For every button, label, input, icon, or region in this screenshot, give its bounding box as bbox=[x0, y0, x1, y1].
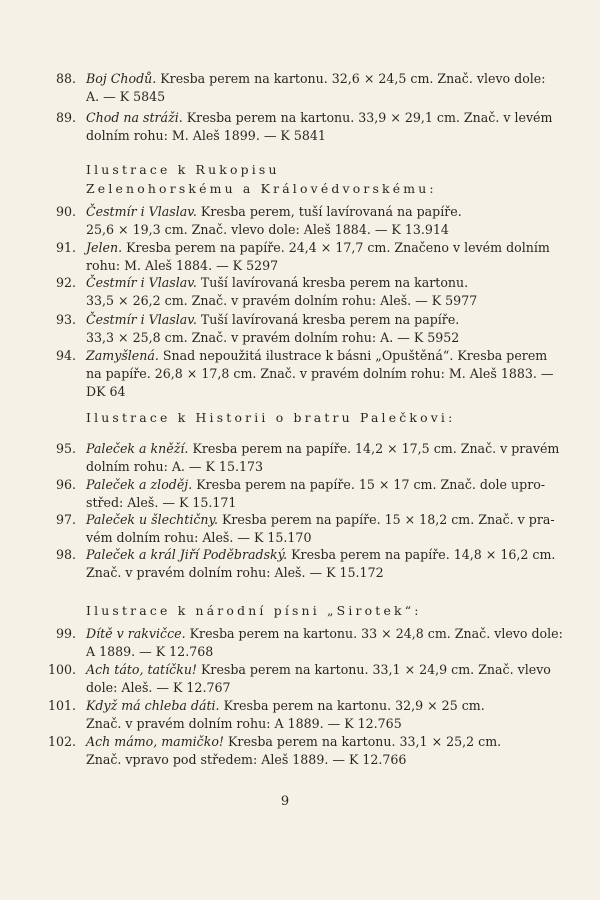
entry-line bbox=[86, 221, 449, 239]
entry-title: Paleček a zloděj. bbox=[86, 477, 193, 492]
entry-line bbox=[86, 70, 546, 88]
entry-number: 92. bbox=[55, 275, 76, 290]
entry-title: Dítě v rakvičce. bbox=[86, 626, 186, 641]
entry-line bbox=[86, 679, 231, 697]
entry-line bbox=[86, 458, 263, 476]
section-heading-rukopis: Ilustrace k Rukopisu bbox=[86, 162, 280, 177]
entry-line bbox=[86, 347, 547, 365]
entry-line bbox=[86, 365, 553, 383]
entry-text: vém dolním rohu: Aleš. — K 15.170 bbox=[86, 530, 312, 545]
entry-line bbox=[86, 476, 545, 494]
entry-number: 93. bbox=[55, 312, 76, 327]
section-heading-palecek: Ilustrace k Historii o bratru Palečkovi: bbox=[86, 410, 456, 425]
entry-text: Kresba perem na papíře. 14,8 × 16,2 cm. bbox=[291, 547, 556, 562]
entry-line bbox=[86, 715, 402, 733]
entry-text: rohu: M. Aleš 1884. — K 5297 bbox=[86, 258, 279, 273]
entry-line bbox=[86, 697, 485, 715]
entry-text: Kresba perem na papíře. 24,4 × 17,7 cm. Značeno v levém dolním bbox=[126, 240, 550, 255]
entry-title: Ach mámo, mamičko! bbox=[86, 734, 224, 749]
entry-line bbox=[86, 127, 326, 145]
entry-text: Kresba perem, tuší lavírovaná na papíře. bbox=[200, 204, 462, 219]
entry-line bbox=[86, 564, 384, 582]
entry-text: Kresba perem na papíře. 14,2 × 17,5 cm. Znač. v pravém bbox=[192, 441, 560, 456]
entry-number: 100. bbox=[47, 662, 76, 677]
entry-number: 90. bbox=[55, 204, 76, 219]
entry-line bbox=[86, 751, 406, 769]
entry-number: 97. bbox=[55, 512, 76, 527]
entry-number: 94. bbox=[55, 348, 76, 363]
entry-text: A. — K 5845 bbox=[86, 89, 166, 104]
entry-line bbox=[86, 274, 468, 292]
entry-text: 33,3 × 25,8 cm. Znač. v pravém dolním rohu: A. — K 5952 bbox=[86, 330, 460, 345]
entry-number: 96. bbox=[55, 477, 76, 492]
entry-text: Kresba perem na kartonu. 33 × 24,8 cm. Znač. vlevo dole: bbox=[189, 626, 563, 641]
entry-text: Kresba perem na kartonu. 33,9 × 29,1 cm. Znač. v levém bbox=[186, 110, 553, 125]
entry-text: na papíře. 26,8 × 17,8 cm. Znač. v pravém dolním rohu: M. Aleš 1883. — bbox=[86, 366, 554, 381]
entry-text: Kresba perem na kartonu. 33,1 × 25,2 cm. bbox=[228, 734, 502, 749]
entry-title: Paleček a král Jiří Poděbradský. bbox=[86, 547, 288, 562]
entry-line bbox=[86, 203, 462, 221]
entry-text: Kresba perem na kartonu. 33,1 × 24,9 cm. Znač. vlevo bbox=[201, 662, 551, 677]
entry-title: Paleček a kněží. bbox=[86, 441, 189, 456]
entry-text: Tuší lavírovaná kresba perem na kartonu. bbox=[200, 275, 469, 290]
entry-title: Boj Chodů. bbox=[86, 71, 157, 86]
entry-title: Čestmír i Vlaslav. bbox=[86, 312, 197, 327]
entry-line bbox=[86, 239, 550, 257]
entry-number: 98. bbox=[55, 547, 76, 562]
entry-line bbox=[86, 625, 563, 643]
entry-line bbox=[86, 661, 551, 679]
entry-title: Zamyšlená. bbox=[86, 348, 159, 363]
entry-text: dole: Aleš. — K 12.767 bbox=[86, 680, 231, 695]
section-heading-rukopis-cont: Zelenohorskému a Královédvorskému: bbox=[86, 181, 437, 196]
entry-title: Chod na stráži. bbox=[86, 110, 183, 125]
entry-number: 99. bbox=[55, 626, 76, 641]
entry-text: Kresba perem na papíře. 15 × 17 cm. Znač. dole upro- bbox=[196, 477, 546, 492]
entry-title: Paleček u šlechtičny. bbox=[86, 512, 218, 527]
entry-title: Čestmír i Vlaslav. bbox=[86, 275, 197, 290]
entry-line bbox=[86, 546, 555, 564]
entry-number: 102. bbox=[47, 734, 76, 749]
entry-number: 101. bbox=[47, 698, 76, 713]
entry-text: Tuší lavírovaná kresba perem na papíře. bbox=[200, 312, 460, 327]
entry-title: Čestmír i Vlaslav. bbox=[86, 204, 197, 219]
entry-title: Ach táto, tatíčku! bbox=[86, 662, 197, 677]
entry-title: Jelen. bbox=[86, 240, 123, 255]
entry-line bbox=[86, 643, 213, 661]
entry-text: Znač. vpravo pod středem: Aleš 1889. — K 12.766 bbox=[86, 752, 407, 767]
entry-text: A 1889. — K 12.768 bbox=[86, 644, 214, 659]
entry-text: Snad nepoužitá ilustrace k básni „Opuštěná“. Kresba perem bbox=[162, 348, 548, 363]
entry-line bbox=[86, 109, 552, 127]
entry-text: Znač. v pravém dolním rohu: Aleš. — K 15.172 bbox=[86, 565, 384, 580]
entry-text: Kresba perem na kartonu. 32,6 × 24,5 cm. Znač. vlevo dole: bbox=[160, 71, 546, 86]
entry-number: 89. bbox=[55, 110, 76, 125]
entry-line bbox=[86, 494, 236, 512]
entry-text: DK 64 bbox=[86, 384, 126, 399]
entry-text: dolním rohu: A. — K 15.173 bbox=[86, 459, 264, 474]
entry-text: střed: Aleš. — K 15.171 bbox=[86, 495, 237, 510]
entry-text: Kresba perem na papíře. 15 × 18,2 cm. Znač. v pra- bbox=[221, 512, 555, 527]
entry-number: 91. bbox=[55, 240, 76, 255]
entry-line bbox=[86, 511, 555, 529]
entry-line bbox=[86, 88, 165, 106]
entry-line bbox=[86, 529, 311, 547]
entry-text: dolním rohu: M. Aleš 1899. — K 5841 bbox=[86, 128, 326, 143]
entry-number: 95. bbox=[55, 441, 76, 456]
entry-line bbox=[86, 292, 477, 310]
entry-line bbox=[86, 733, 501, 751]
entry-title: Když má chleba dáti. bbox=[86, 698, 220, 713]
entry-line bbox=[86, 440, 559, 458]
entry-line bbox=[86, 383, 126, 401]
entry-line bbox=[86, 257, 278, 275]
entry-line bbox=[86, 311, 459, 329]
entry-line bbox=[86, 329, 459, 347]
entry-number: 88. bbox=[55, 71, 76, 86]
entry-text: Znač. v pravém dolním rohu: A 1889. — K 12.765 bbox=[86, 716, 402, 731]
entry-text: 25,6 × 19,3 cm. Znač. vlevo dole: Aleš 1884. — K 13.914 bbox=[86, 222, 449, 237]
page-number: 9 bbox=[280, 794, 290, 809]
entry-text: Kresba perem na kartonu. 32,9 × 25 cm. bbox=[223, 698, 485, 713]
entry-text: 33,5 × 26,2 cm. Znač. v pravém dolním rohu: Aleš. — K 5977 bbox=[86, 293, 478, 308]
section-heading-sirotek: Ilustrace k národní písni „Sirotek“: bbox=[86, 603, 422, 618]
